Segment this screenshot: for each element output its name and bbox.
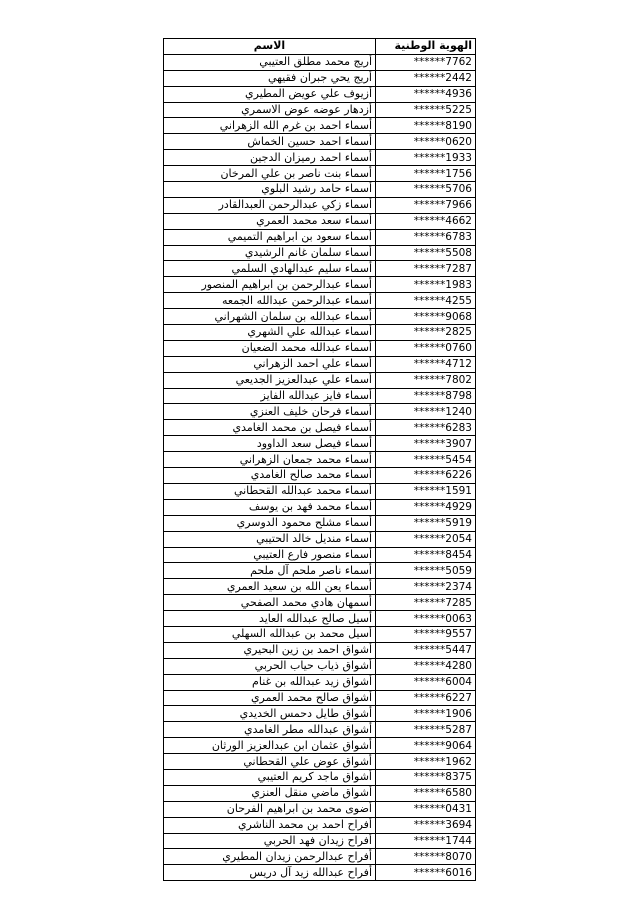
name-cell: أسماء عبدالله بن سلمان الشهراني <box>164 309 376 325</box>
name-cell: أسماء عبدالله علي الشهري <box>164 325 376 341</box>
name-cell: أشواق ذياب حياب الحربي <box>164 658 376 674</box>
name-cell: أسماء سعد محمد العمري <box>164 213 376 229</box>
table-row <box>164 54 476 70</box>
national-id-cell: ******0760 <box>376 340 476 356</box>
national-id-cell: ******2825 <box>376 325 476 341</box>
name-cell: أشواق ماجد كريم العتيبي <box>164 769 376 785</box>
name-cell: أسماء فايز عبدالله الفايز <box>164 388 376 404</box>
table-row <box>164 293 476 309</box>
header-national-id: الهوية الوطنية <box>376 39 476 55</box>
table-row <box>164 833 476 849</box>
table-row <box>164 420 476 436</box>
table-row <box>164 706 476 722</box>
table-row <box>164 102 476 118</box>
name-cell: أسماء زكي عبدالرحمن العبدالقادر <box>164 197 376 213</box>
national-id-cell: ******6016 <box>376 865 476 881</box>
national-id-cell: ******5447 <box>376 642 476 658</box>
national-id-cell: ******5059 <box>376 563 476 579</box>
name-cell: أشواق عوض علي القحطاني <box>164 754 376 770</box>
name-cell: أسماء سلمان غانم الرشيدي <box>164 245 376 261</box>
table-row <box>164 213 476 229</box>
name-cell: أسماء احمد بن غرم الله الزهراني <box>164 118 376 134</box>
national-id-cell: ******7285 <box>376 595 476 611</box>
table-row <box>164 626 476 642</box>
national-id-cell: ******1756 <box>376 166 476 182</box>
national-id-cell: ******7802 <box>376 372 476 388</box>
table-row <box>164 785 476 801</box>
name-cell: أسماء مشلح محمود الدوسري <box>164 515 376 531</box>
national-id-cell: ******5706 <box>376 182 476 198</box>
table-row <box>164 134 476 150</box>
national-id-cell: ******8798 <box>376 388 476 404</box>
header-row <box>164 39 476 55</box>
national-id-cell: ******5287 <box>376 722 476 738</box>
name-cell: أسماء عبدالله محمد الضعيان <box>164 340 376 356</box>
name-cell: أسماء محمد فهد بن يوسف <box>164 499 376 515</box>
national-id-cell: ******1591 <box>376 483 476 499</box>
name-cell: أشواق زيد عبدالله بن غنام <box>164 674 376 690</box>
table-row <box>164 738 476 754</box>
name-cell: أسماء سعود بن ابراهيم التميمي <box>164 229 376 245</box>
table-row <box>164 372 476 388</box>
national-id-cell: ******4929 <box>376 499 476 515</box>
table-row <box>164 658 476 674</box>
table-row <box>164 579 476 595</box>
name-cell: أسماء علي عبدالعزيز الجديعي <box>164 372 376 388</box>
name-cell: أسماء عبدالرحمن بن ابراهيم المنصور <box>164 277 376 293</box>
national-id-cell: ******2442 <box>376 70 476 86</box>
name-cell: أفراح احمد بن محمد الناشري <box>164 817 376 833</box>
table-row <box>164 722 476 738</box>
national-id-cell: ******9064 <box>376 738 476 754</box>
name-cell: أشواق احمد بن زين البحيري <box>164 642 376 658</box>
name-cell: أريج محمد مطلق العتيبي <box>164 54 376 70</box>
national-id-cell: ******5508 <box>376 245 476 261</box>
national-id-cell: ******7966 <box>376 197 476 213</box>
name-cell: أشواق عثمان ابن عبدالعزيز الورثان <box>164 738 376 754</box>
name-cell: أفراح عبدالرحمن زيدان المطيري <box>164 849 376 865</box>
table-row <box>164 531 476 547</box>
name-cell: أفراح زيدان فهد الحربي <box>164 833 376 849</box>
national-id-cell: ******2054 <box>376 531 476 547</box>
name-cell: أسماء فيصل بن محمد الغامدي <box>164 420 376 436</box>
national-id-cell: ******7287 <box>376 261 476 277</box>
national-id-cell: ******6283 <box>376 420 476 436</box>
national-id-cell: ******1240 <box>376 404 476 420</box>
table-row <box>164 182 476 198</box>
national-id-cell: ******8070 <box>376 849 476 865</box>
table-row <box>164 86 476 102</box>
table-row <box>164 642 476 658</box>
national-id-cell: ******5919 <box>376 515 476 531</box>
national-id-cell: ******3694 <box>376 817 476 833</box>
national-id-cell: ******6783 <box>376 229 476 245</box>
national-id-table <box>163 38 476 881</box>
name-cell: أسماء منصور فارع العتيبي <box>164 547 376 563</box>
national-id-cell: ******4255 <box>376 293 476 309</box>
name-cell: أزيوف علي عويض المطيري <box>164 86 376 102</box>
table-row <box>164 309 476 325</box>
name-cell: أسمهان هادي محمد الصفحي <box>164 595 376 611</box>
table-row <box>164 499 476 515</box>
header-name: الاسم <box>164 39 376 55</box>
national-id-cell: ******6004 <box>376 674 476 690</box>
name-cell: أشواق صالح محمد العمري <box>164 690 376 706</box>
national-id-cell: ******8454 <box>376 547 476 563</box>
national-id-cell: ******9068 <box>376 309 476 325</box>
table-row <box>164 70 476 86</box>
national-id-cell: ******4712 <box>376 356 476 372</box>
name-cell: أسماء عبدالرحمن عبدالله الجمعه <box>164 293 376 309</box>
name-cell: أسماء محمد صالح الغامدي <box>164 468 376 484</box>
table-row <box>164 817 476 833</box>
national-id-cell: ******0620 <box>376 134 476 150</box>
table-row <box>164 356 476 372</box>
table-row <box>164 547 476 563</box>
national-id-cell: ******0431 <box>376 801 476 817</box>
table-row <box>164 150 476 166</box>
name-cell: أفراح عبدالله زيد آل دريس <box>164 865 376 881</box>
table-row <box>164 277 476 293</box>
name-cell: أسماء بنت ناصر بن علي المرخان <box>164 166 376 182</box>
name-cell: أسماء فيصل سعد الداوود <box>164 436 376 452</box>
name-cell: أريج يحي جبران فقيهي <box>164 70 376 86</box>
name-cell: أسيل صالح عبدالله العايد <box>164 611 376 627</box>
table-row <box>164 754 476 770</box>
table-row <box>164 563 476 579</box>
name-cell: أسماء فرحان خليف العنزي <box>164 404 376 420</box>
national-id-cell: ******4662 <box>376 213 476 229</box>
table-row <box>164 690 476 706</box>
table-row <box>164 595 476 611</box>
table-row <box>164 229 476 245</box>
name-cell: أسماء سليم عبدالهادي السلمي <box>164 261 376 277</box>
name-cell: أسماء محمد عبدالله القحطاني <box>164 483 376 499</box>
name-cell: أشواق عبدالله مطر الغامدي <box>164 722 376 738</box>
national-id-cell: ******7762 <box>376 54 476 70</box>
national-id-cell: ******4280 <box>376 658 476 674</box>
table-row <box>164 197 476 213</box>
table-row <box>164 769 476 785</box>
table-row <box>164 404 476 420</box>
name-cell: أزدهار عوضه عوض الاسمري <box>164 102 376 118</box>
name-cell: أسماء منديل خالد الحتيبي <box>164 531 376 547</box>
name-cell: أشواق ماضي منقل العنزي <box>164 785 376 801</box>
name-cell: أسماء علي احمد الزهراني <box>164 356 376 372</box>
national-id-cell: ******1906 <box>376 706 476 722</box>
table-row <box>164 245 476 261</box>
name-cell: أضوى محمد بن ابراهيم الفرحان <box>164 801 376 817</box>
table-row <box>164 340 476 356</box>
name-cell: أسماء يعن الله بن سعيد العمري <box>164 579 376 595</box>
name-cell: أسيل محمد بن عبدالله السهلي <box>164 626 376 642</box>
name-cell: أسماء احمد حسين الخماش <box>164 134 376 150</box>
table-row <box>164 483 476 499</box>
national-id-cell: ******6226 <box>376 468 476 484</box>
name-cell: أسماء ناصر ملحم آل ملحم <box>164 563 376 579</box>
national-id-cell: ******1983 <box>376 277 476 293</box>
national-id-cell: ******5454 <box>376 452 476 468</box>
table-body <box>164 54 476 880</box>
national-id-cell: ******1933 <box>376 150 476 166</box>
national-id-cell: ******5225 <box>376 102 476 118</box>
national-id-cell: ******2374 <box>376 579 476 595</box>
table-row <box>164 515 476 531</box>
name-cell: أسماء حامد رشيد البلوي <box>164 182 376 198</box>
table-row <box>164 166 476 182</box>
national-id-cell: ******3907 <box>376 436 476 452</box>
table-row <box>164 436 476 452</box>
national-id-cell: ******8190 <box>376 118 476 134</box>
name-cell: أسماء محمد جمعان الزهراني <box>164 452 376 468</box>
table-row <box>164 452 476 468</box>
national-id-cell: ******8375 <box>376 769 476 785</box>
table-row <box>164 325 476 341</box>
table-row <box>164 388 476 404</box>
table-row <box>164 261 476 277</box>
national-id-cell: ******6580 <box>376 785 476 801</box>
table-row <box>164 801 476 817</box>
table-row <box>164 674 476 690</box>
table-row <box>164 849 476 865</box>
document-sheet <box>163 38 475 881</box>
national-id-cell: ******9557 <box>376 626 476 642</box>
national-id-cell: ******0063 <box>376 611 476 627</box>
national-id-cell: ******1744 <box>376 833 476 849</box>
table-row <box>164 468 476 484</box>
national-id-cell: ******1962 <box>376 754 476 770</box>
table-row <box>164 865 476 881</box>
table-row <box>164 611 476 627</box>
table-row <box>164 118 476 134</box>
name-cell: أشواق طايل دحمس الخديدي <box>164 706 376 722</box>
national-id-cell: ******6227 <box>376 690 476 706</box>
national-id-cell: ******4936 <box>376 86 476 102</box>
name-cell: أسماء احمد رميزان الدجين <box>164 150 376 166</box>
